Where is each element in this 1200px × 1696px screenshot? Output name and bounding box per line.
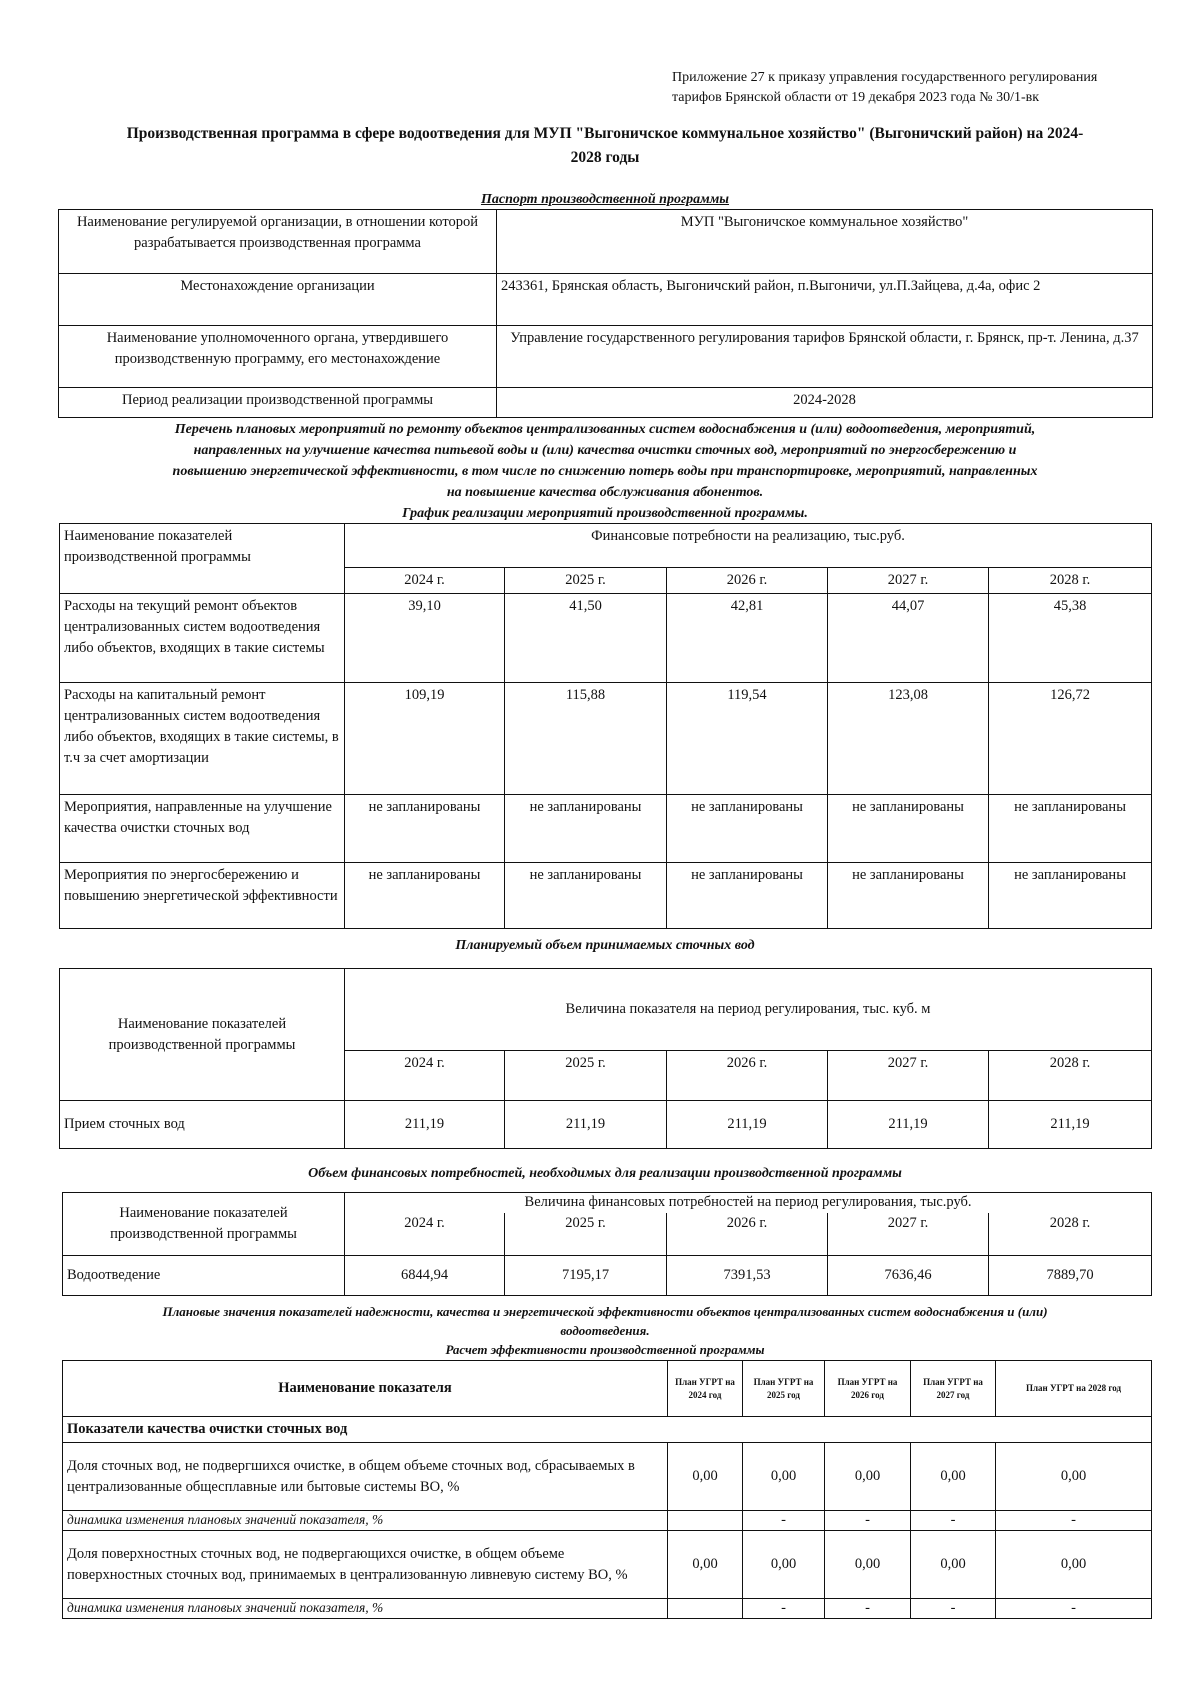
efficiency-dynamics-value (668, 1599, 743, 1619)
efficiency-header-label: Наименование показателя (63, 1361, 668, 1417)
appendix-note (672, 68, 1097, 108)
schedule-row (60, 683, 1152, 795)
efficiency-value: 0,00 (911, 1443, 996, 1511)
schedule-row (60, 863, 1152, 929)
schedule-header-finance: Финансовые потребности на реализацию, тыс.руб. (345, 524, 1152, 568)
schedule-value: 39,10 (345, 594, 505, 683)
efficiency-dynamics-value: - (996, 1599, 1152, 1619)
schedule-value: не запланированы (989, 863, 1152, 929)
year-cell: 2024 г. (345, 568, 505, 594)
efficiency-section-empty (668, 1417, 1152, 1443)
finance-header-row (63, 1193, 1152, 1213)
efficiency-table (62, 1360, 1152, 1619)
efficiency-dynamics-label: динамика изменения плановых значений показателя, % (63, 1599, 668, 1619)
schedule-value: не запланированы (828, 795, 989, 863)
measures-line-1: Перечень плановых мероприятий по ремонту объектов централизованных систем водоснабжения и (или) водоотведения, мероприятий, (174, 422, 1036, 437)
efficiency-dynamics-value: - (996, 1511, 1152, 1531)
passport-label: Период реализации производственной программы (59, 388, 497, 418)
schedule-value: 44,07 (828, 594, 989, 683)
passport-value: 243361, Брянская область, Выгоничский район, п.Выгоничи, ул.П.Зайцева, д.4а, офис 2 (497, 274, 1153, 326)
volume-value: 211,19 (828, 1101, 989, 1149)
schedule-value: 41,50 (505, 594, 667, 683)
efficiency-value: 0,00 (668, 1531, 743, 1599)
indicators-line-1: Плановые значения показателей надежности, качества и энергетической эффективности объектов централизованных систем водоснабжения и (или) (162, 1304, 1048, 1319)
efficiency-header-row (63, 1361, 1152, 1417)
appendix-line-1: Приложение 27 к приказу управления государственного регулирования (672, 70, 1098, 85)
schedule-value: 42,81 (667, 594, 828, 683)
passport-row (59, 388, 1153, 418)
volume-header-label: Наименование показателей производственной программы (60, 969, 345, 1101)
schedule-value: 123,08 (828, 683, 989, 795)
schedule-value: не запланированы (667, 863, 828, 929)
year-cell: 2024 г. (345, 1051, 505, 1101)
finance-value: 7391,53 (667, 1256, 828, 1296)
schedule-value: не запланированы (828, 863, 989, 929)
year-cell: 2028 г. (989, 1051, 1152, 1101)
volume-value: 211,19 (345, 1101, 505, 1149)
schedule-row (60, 594, 1152, 683)
efficiency-row-label: Доля поверхностных сточных вод, не подвергающихся очистке, в общем объеме поверхностных сточных вод, принимаемых в централизованную ливневую систему ВО, % (63, 1531, 668, 1599)
schedule-value: 115,88 (505, 683, 667, 795)
year-cell: 2025 г. (505, 1213, 667, 1256)
measures-paragraph (60, 419, 1150, 524)
volume-value: 211,19 (989, 1101, 1152, 1149)
schedule-value: не запланированы (345, 863, 505, 929)
schedule-header-row (60, 524, 1152, 568)
schedule-row-label: Мероприятия, направленные на улучшение качества очистки сточных вод (60, 795, 345, 863)
year-cell: 2027 г. (828, 568, 989, 594)
efficiency-dynamics-row (63, 1599, 1152, 1619)
year-cell: 2027 г. (828, 1213, 989, 1256)
indicators-line-3: Расчет эффективности производственной программы (445, 1342, 765, 1357)
efficiency-dynamics-value: - (911, 1511, 996, 1531)
schedule-row-label: Мероприятия по энергосбережению и повышению энергетической эффективности (60, 863, 345, 929)
plan-header: План УГРТ на 2026 год (825, 1361, 911, 1417)
year-cell: 2027 г. (828, 1051, 989, 1101)
efficiency-row-label: Доля сточных вод, не подвергшихся очистке, в общем объеме сточных вод, сбрасываемых в централизованные общесплавные или бытовые системы ВО, % (63, 1443, 668, 1511)
volume-value: 211,19 (667, 1101, 828, 1149)
passport-label: Местонахождение организации (59, 274, 497, 326)
passport-row (59, 210, 1153, 274)
efficiency-value: 0,00 (911, 1531, 996, 1599)
finance-caption: Объем финансовых потребностей, необходимых для реализации производственной программы (308, 1166, 902, 1181)
year-cell: 2026 г. (667, 1213, 828, 1256)
efficiency-value: 0,00 (996, 1531, 1152, 1599)
efficiency-dynamics-value (668, 1511, 743, 1531)
efficiency-dynamics-value: - (825, 1511, 911, 1531)
finance-row (63, 1256, 1152, 1296)
appendix-line-2: тарифов Брянской области от 19 декабря 2023 года № 30/1-вк (672, 90, 1040, 105)
schedule-value: 126,72 (989, 683, 1152, 795)
efficiency-value: 0,00 (996, 1443, 1152, 1511)
efficiency-dynamics-value: - (743, 1599, 825, 1619)
year-cell: 2024 г. (345, 1213, 505, 1256)
schedule-table (59, 523, 1152, 929)
schedule-header-label: Наименование показателей производственной программы (60, 524, 345, 594)
efficiency-value: 0,00 (825, 1531, 911, 1599)
volume-table (59, 968, 1152, 1149)
efficiency-dynamics-value: - (743, 1511, 825, 1531)
efficiency-value: 0,00 (743, 1443, 825, 1511)
year-cell: 2028 г. (989, 568, 1152, 594)
efficiency-value: 0,00 (743, 1531, 825, 1599)
schedule-value: не запланированы (505, 863, 667, 929)
finance-value: 7636,46 (828, 1256, 989, 1296)
plan-header: План УГРТ на 2027 год (911, 1361, 996, 1417)
schedule-value: не запланированы (989, 795, 1152, 863)
volume-row-label: Прием сточных вод (60, 1101, 345, 1149)
indicators-line-2: водоотведения. (560, 1323, 650, 1338)
title-line-1: Производственная программа в сфере водоотведения для МУП "Выгоничское коммунальное хозяйство" (Выгоничский район) на 2024- (126, 125, 1084, 142)
passport-value: МУП "Выгоничское коммунальное хозяйство" (497, 210, 1153, 274)
passport-row (59, 326, 1153, 388)
efficiency-dynamics-row (63, 1511, 1152, 1531)
finance-row-label: Водоотведение (63, 1256, 345, 1296)
volume-caption: Планируемый объем принимаемых сточных вод (455, 938, 755, 953)
measures-line-4: на повышение качества обслуживания абонентов. (446, 485, 764, 500)
schedule-row (60, 795, 1152, 863)
efficiency-dynamics-value: - (911, 1599, 996, 1619)
schedule-value: не запланированы (667, 795, 828, 863)
efficiency-value: 0,00 (668, 1443, 743, 1511)
efficiency-row (63, 1531, 1152, 1599)
efficiency-section-row (63, 1417, 1152, 1443)
passport-label: Наименование уполномоченного органа, утвердившего производственную программу, его местонахождение (59, 326, 497, 388)
finance-header-value: Величина финансовых потребностей на период регулирования, тыс.руб. (345, 1193, 1152, 1213)
passport-caption: Паспорт производственной программы (480, 192, 730, 207)
finance-value: 6844,94 (345, 1256, 505, 1296)
volume-value: 211,19 (505, 1101, 667, 1149)
volume-header-row (60, 969, 1152, 1051)
passport-value: Управление государственного регулирования тарифов Брянской области, г. Брянск, пр-т. Ленина, д.37 (497, 326, 1153, 388)
efficiency-value: 0,00 (825, 1443, 911, 1511)
efficiency-row (63, 1443, 1152, 1511)
measures-line-3: повышению энергетической эффективности, в том числе по снижению потерь воды при транспортировке, мероприятий, направленных (172, 464, 1038, 479)
plan-header: План УГРТ на 2025 год (743, 1361, 825, 1417)
indicators-paragraph (60, 1302, 1150, 1359)
volume-header-value: Величина показателя на период регулирования, тыс. куб. м (345, 969, 1152, 1051)
schedule-value: не запланированы (345, 795, 505, 863)
year-cell: 2025 г. (505, 1051, 667, 1101)
schedule-value: 109,19 (345, 683, 505, 795)
schedule-value: не запланированы (505, 795, 667, 863)
passport-table (58, 209, 1153, 418)
schedule-value: 119,54 (667, 683, 828, 795)
passport-value: 2024-2028 (497, 388, 1153, 418)
plan-header: План УГРТ на 2024 год (668, 1361, 743, 1417)
year-cell: 2026 г. (667, 568, 828, 594)
plan-header: План УГРТ на 2028 год (996, 1361, 1152, 1417)
efficiency-dynamics-value: - (825, 1599, 911, 1619)
schedule-value: 45,38 (989, 594, 1152, 683)
schedule-row-label: Расходы на текущий ремонт объектов централизованных систем водоотведения либо объектов, входящих в такие системы (60, 594, 345, 683)
year-cell: 2025 г. (505, 568, 667, 594)
year-cell: 2028 г. (989, 1213, 1152, 1256)
schedule-row-label: Расходы на капитальный ремонт централизованных систем водоотведения либо объектов, входящих в такие системы, в т.ч за счет амортизации (60, 683, 345, 795)
efficiency-dynamics-label: динамика изменения плановых значений показателя, % (63, 1511, 668, 1531)
finance-value: 7889,70 (989, 1256, 1152, 1296)
finance-table (62, 1192, 1152, 1296)
passport-label: Наименование регулируемой организации, в отношении которой разрабатывается производственная программа (59, 210, 497, 274)
measures-line-5: График реализации мероприятий производственной программы. (402, 506, 808, 521)
passport-row (59, 274, 1153, 326)
measures-line-2: направленных на улучшение качества питьевой воды и (или) качества очистки сточных вод, мероприятий по энергосбережению и (193, 443, 1017, 458)
document-title (60, 122, 1150, 170)
year-cell: 2026 г. (667, 1051, 828, 1101)
efficiency-section-title: Показатели качества очистки сточных вод (63, 1417, 668, 1443)
volume-row (60, 1101, 1152, 1149)
finance-value: 7195,17 (505, 1256, 667, 1296)
title-line-2: 2028 годы (570, 149, 640, 166)
finance-header-label: Наименование показателей производственной программы (63, 1193, 345, 1256)
